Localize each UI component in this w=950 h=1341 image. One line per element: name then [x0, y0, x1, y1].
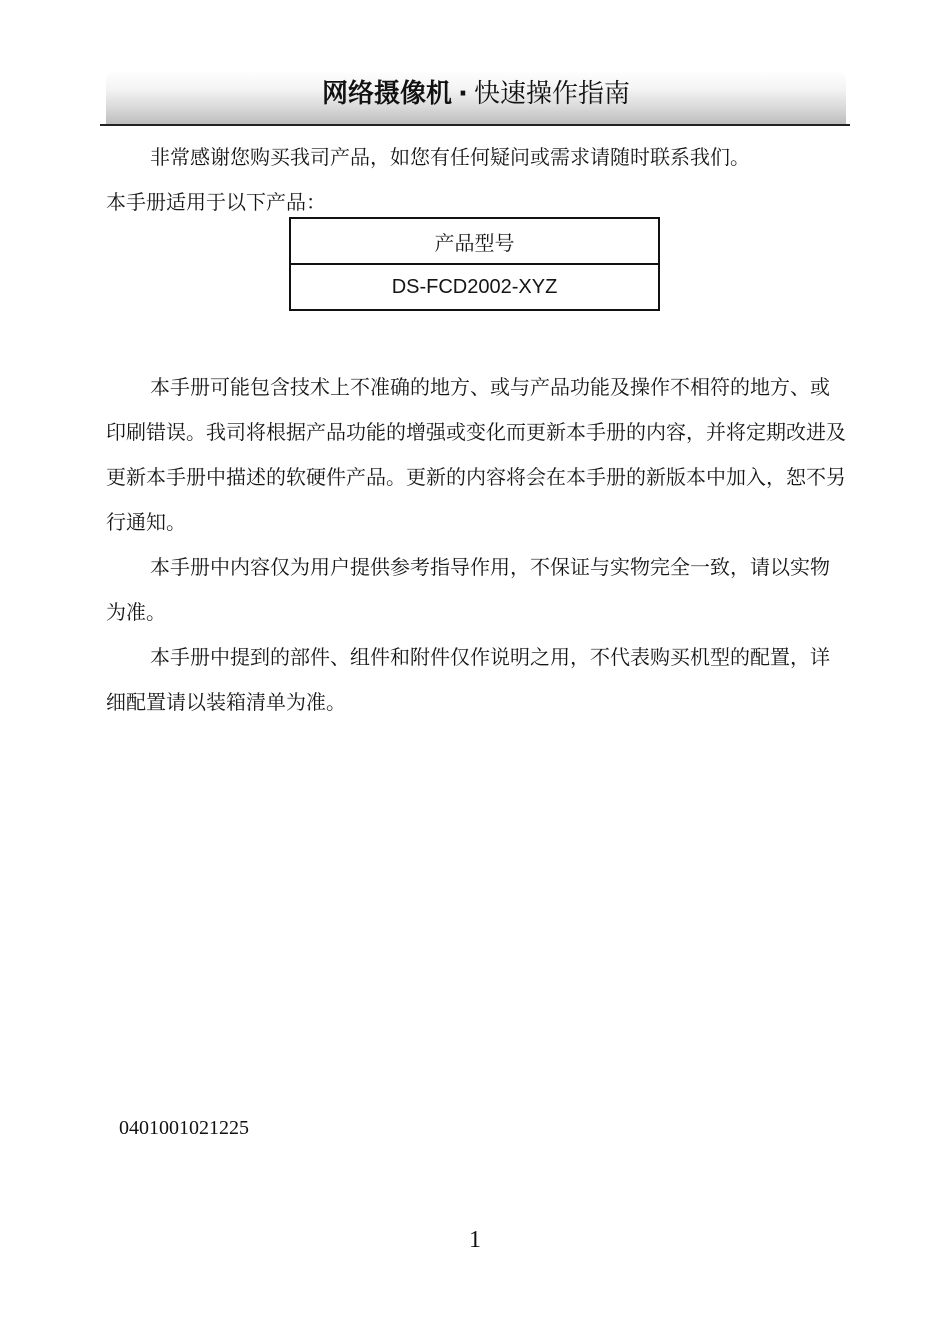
model-table-header: 产品型号: [290, 218, 659, 264]
page-title: [106, 76, 846, 112]
header-rule: [100, 124, 850, 126]
disclaimer-paragraph-2: 本手册中内容仅为用户提供参考指导作用，不保证与实物完全一致，请以实物为准。: [106, 555, 830, 624]
model-table-header-row: [290, 218, 659, 264]
title-bold: 网络摄像机: [322, 79, 453, 109]
thanks-paragraph: 非常感谢您购买我司产品，如您有任何疑问或需求请随时联系我们。: [150, 145, 750, 169]
applies-to-paragraph: 本手册适用于以下产品：: [106, 190, 326, 214]
document-code: 0401001021225: [119, 1117, 249, 1139]
model-number: DS-FCD2002-XYZ: [290, 264, 659, 310]
title-separator: ·: [458, 79, 468, 109]
disclaimer-paragraph-3: 本手册中提到的部件、组件和附件仅作说明之用，不代表购买机型的配置，详细配置请以装箱清单为准。: [106, 645, 830, 714]
model-table: [289, 217, 660, 311]
title-light: 快速操作指南: [473, 79, 630, 109]
page-number: 1: [469, 1227, 481, 1253]
disclaimer-paragraph-1: 本手册可能包含技术上不准确的地方、或与产品功能及操作不相符的地方、或印刷错误。我司将根据产品功能的增强或变化而更新本手册的内容，并将定期改进及更新本手册中描述的软硬件产品。更新的内容将会在本手册的新版本中加入，恕不另行通知。: [106, 375, 846, 534]
model-table-row: [290, 264, 659, 310]
